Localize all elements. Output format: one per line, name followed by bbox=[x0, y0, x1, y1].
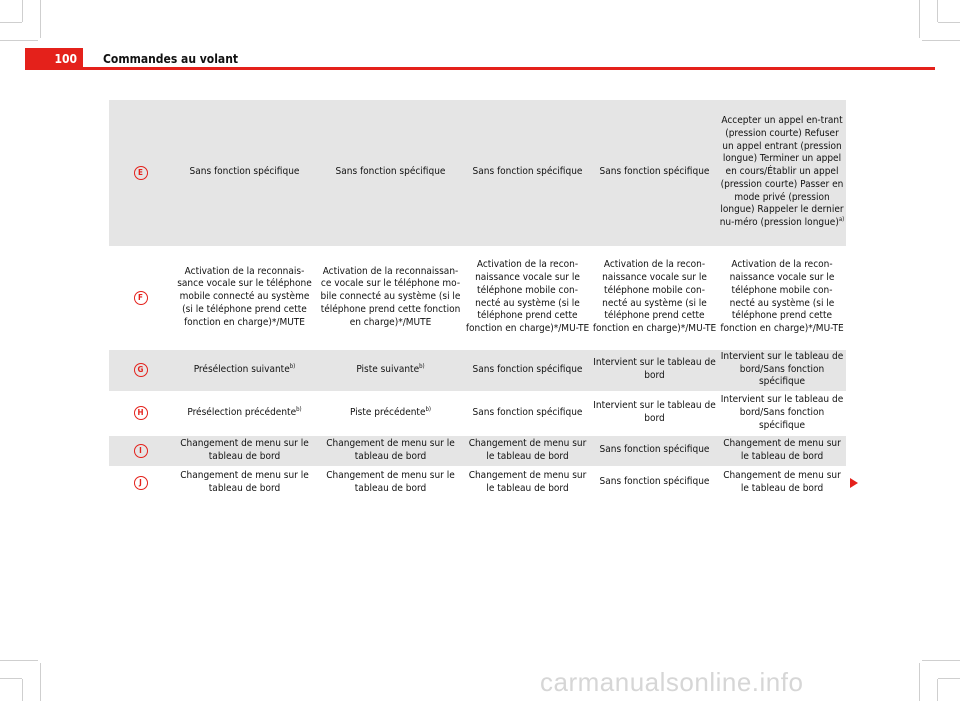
function-table bbox=[109, 100, 846, 500]
table-cell: Intervient sur le tableau de bord bbox=[591, 350, 718, 393]
cell-text: Présélection suivante bbox=[193, 363, 290, 375]
table-cell: Sans fonction spécifique bbox=[464, 350, 591, 393]
table-cell: Changement de menu sur le tableau de bord bbox=[464, 468, 591, 500]
key-badge: I bbox=[134, 444, 148, 458]
crop-mark bbox=[922, 660, 960, 661]
table-row bbox=[109, 436, 846, 468]
row-key bbox=[109, 468, 172, 500]
table-cell: Changement de menu sur le tableau de bord bbox=[172, 468, 317, 500]
crop-mark bbox=[919, 663, 920, 701]
crop-mark bbox=[937, 0, 938, 22]
table-cell bbox=[317, 393, 464, 436]
footnote-ref: b) bbox=[425, 405, 432, 413]
table-cell: Intervient sur le tableau de bord/Sans fonction spécifique bbox=[718, 393, 846, 436]
crop-mark bbox=[0, 22, 22, 23]
crop-mark bbox=[937, 679, 938, 701]
table-cell: Changement de menu sur le tableau de bord bbox=[718, 436, 846, 468]
table-cell: Sans fonction spécifique bbox=[172, 100, 317, 248]
crop-mark bbox=[938, 678, 960, 679]
table-cell: Changement de menu sur le tableau de bord bbox=[464, 436, 591, 468]
row-key bbox=[109, 100, 172, 248]
row-key bbox=[109, 393, 172, 436]
crop-mark bbox=[40, 0, 41, 38]
page-number: 100 bbox=[25, 48, 83, 70]
table-cell: Sans fonction spécifique bbox=[317, 100, 464, 248]
table-cell: Sans fonction spécifique bbox=[591, 100, 718, 248]
table-cell: Intervient sur le tableau de bord/Sans fonction spécifique bbox=[718, 350, 846, 393]
table-cell: Intervient sur le tableau de bord bbox=[591, 393, 718, 436]
cell-text: Piste suivante bbox=[356, 363, 420, 375]
header-rule bbox=[25, 67, 935, 70]
table-cell: Activation de la recon-naissance vocale sur le téléphone mobile con-necté au système (si le téléphone prend cette fonction en charge)*/MU-TE bbox=[591, 248, 718, 350]
crop-mark bbox=[922, 40, 960, 41]
cell-text: Présélection précédente bbox=[187, 406, 297, 418]
key-badge: G bbox=[134, 363, 148, 377]
table-cell bbox=[718, 100, 846, 248]
cell-text: Accepter un appel en-trant (pression courte) Refuser un appel entrant (pression longue) Terminer un appel en cours/Établir un appel (pression courte) Passer en mode privé (pression longue) Rappeler le dernier nu-méro (pression longue) bbox=[719, 115, 844, 228]
row-key bbox=[109, 436, 172, 468]
crop-mark bbox=[938, 22, 960, 23]
footnote-ref: b) bbox=[296, 405, 302, 413]
footnote-ref: a) bbox=[838, 215, 845, 223]
footnote-ref: b) bbox=[289, 362, 296, 370]
row-key bbox=[109, 248, 172, 350]
table-cell: Activation de la reconnaissan-ce vocale sur le téléphone mo-bile connecté au système (si le téléphone prend cette fonction en charge)*/MUTE bbox=[317, 248, 464, 350]
table-cell bbox=[172, 350, 317, 393]
table-row bbox=[109, 350, 846, 393]
table-cell: Changement de menu sur le tableau de bord bbox=[317, 436, 464, 468]
key-badge: H bbox=[134, 406, 148, 420]
crop-mark bbox=[22, 679, 23, 701]
table-cell: Sans fonction spécifique bbox=[464, 393, 591, 436]
table-cell: Activation de la recon-naissance vocale sur le téléphone mobile con-necté au système (si le téléphone prend cette fonction en charge)*/MU-TE bbox=[718, 248, 846, 350]
table-row bbox=[109, 248, 846, 350]
table-cell: Activation de la recon-naissance vocale sur le téléphone mobile con-necté au système (si le téléphone prend cette fonction en charge)*/MU-TE bbox=[464, 248, 591, 350]
table-cell: Sans fonction spécifique bbox=[591, 468, 718, 500]
continue-arrow-icon bbox=[850, 478, 858, 488]
table-cell: Changement de menu sur le tableau de bord bbox=[718, 468, 846, 500]
crop-mark bbox=[22, 0, 23, 22]
table-cell: Changement de menu sur le tableau de bord bbox=[172, 436, 317, 468]
table-cell bbox=[172, 393, 317, 436]
table-cell: Sans fonction spécifique bbox=[591, 436, 718, 468]
footnote-ref: b) bbox=[419, 362, 425, 370]
table-cell bbox=[317, 350, 464, 393]
crop-mark bbox=[0, 660, 38, 661]
table-cell: Sans fonction spécifique bbox=[464, 100, 591, 248]
page-title: Commandes au volant bbox=[103, 52, 239, 66]
table-row bbox=[109, 393, 846, 436]
watermark: carmanualsonline.info bbox=[540, 667, 804, 697]
cell-text: Piste précédente bbox=[349, 406, 426, 418]
crop-mark bbox=[0, 678, 22, 679]
table-cell: Changement de menu sur le tableau de bord bbox=[317, 468, 464, 500]
key-badge: E bbox=[134, 166, 148, 180]
table-cell: Activation de la reconnais-sance vocale sur le téléphone mobile connecté au système (si le téléphone prend cette fonction en charge)*/MUTE bbox=[172, 248, 317, 350]
row-key bbox=[109, 350, 172, 393]
crop-mark bbox=[40, 663, 41, 701]
crop-mark bbox=[919, 0, 920, 38]
key-badge: F bbox=[134, 291, 148, 305]
table-row bbox=[109, 468, 846, 500]
crop-mark bbox=[0, 40, 38, 41]
key-badge: J bbox=[134, 476, 148, 490]
table-row bbox=[109, 100, 846, 248]
